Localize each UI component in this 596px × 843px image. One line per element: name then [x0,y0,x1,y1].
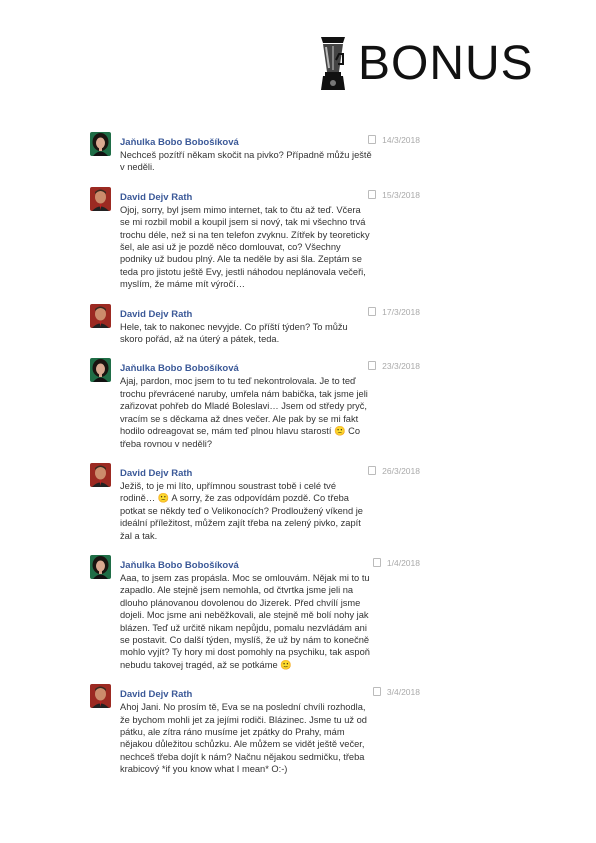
message-text: Hele, tak to nakonec nevyjde. Co příští týden? To můžu skoro pořád, až na úterý a pátek, teda. [120,321,348,345]
message-date: 15/3/2018 [368,187,420,204]
message-date: 3/4/2018 [373,684,420,701]
message-item [90,358,420,449]
message-item [90,132,420,174]
sender-name[interactable]: David Dejv Rath [120,467,193,479]
sender-name[interactable]: David Dejv Rath [120,308,193,320]
calendar-icon [368,361,376,370]
sender-name[interactable]: Jaňulka Bobo Bobošíková [120,137,239,148]
sender-name[interactable]: David Dejv Rath [120,191,193,203]
avatar-male-icon [90,304,111,328]
message-text: Ajaj, pardon, moc jsem to tu teď nekontrolovala. Je to teď trochu převrácené naruby, umřela nám babička, tak jsme jeli zařizovat pohřeb do Mladé Boleslavi… Jsem od středy pryč, vracím se s děckama až dnes večer. Ale pak by se mi fakt hodilo odreagovat se, mám teď plnou hlavu starostí 🙁 Co třeba rovnou v neděli? [120,376,368,449]
calendar-icon [373,558,381,567]
message-thread [90,132,420,789]
brand-header [316,34,534,94]
calendar-icon [368,466,376,475]
sender-name[interactable]: Jaňulka Bobo Bobošíková [120,363,239,375]
message-date: 26/3/2018 [368,463,420,480]
calendar-icon [368,190,376,199]
message-item [90,684,420,775]
blender-icon [316,34,350,94]
message-date: 14/3/2018 [368,132,420,149]
calendar-icon [373,687,381,696]
brand-title: BONUS [358,37,534,90]
message-text: Ahoj Jani. No prosím tě, Eva se na poslední chvíli rozhodla, že bychom mohli jet za jejími rodiči. Blázinec. Jsme tu už od pátku, ale zítra ráno musíme jet zpátky do Prahy, mám nějakou důležitou schůzku. Ale můžem se vidět ještě večer, nechceš třeba dojít k nám? Načnu nějakou sedmičku, třeba krabicový *if you know what I mean* O:-) [120,702,367,775]
message-text: Ježiš, to je mi líto, upřímnou soustrast tobě i celé tvé rodině… 🙁 A sorry, že zas odpovídám pozdě. Co třeba potkat se někdy teď o Velikonocích? Prodloužený víkend je ideální příležitost, můžem zajít třeba na zelený pivko, zapít žal a tak. [120,480,363,541]
sender-name[interactable]: David Dejv Rath [120,689,193,701]
message-item [90,187,420,291]
message-item [90,463,420,542]
message-item [90,304,420,346]
message-date: 1/4/2018 [373,555,420,572]
message-text: Nechceš pozítří někam skočit na pivko? Případně můžu ještě v neděli. [120,150,372,173]
message-date: 23/3/2018 [368,358,420,375]
calendar-icon [368,135,376,144]
message-text: Ojoj, sorry, byl jsem mimo internet, tak to čtu až teď. Včera se mi rozbil mobil a koupil jsem si nový, tak mi všechno trvá trochu déle, než si na ten telefon zvyknu. Zítřek by teoreticky šel, ale asi už je pozdě něco domlouvat, co? Všechny podniky už budou plný. Ale ta neděle by asi šla. Zeptám se teda pro jistotu ještě Evy, jestli náhodou neplánovala večeři, myslím, že máme mít výročí… [120,204,370,290]
message-item [90,555,420,671]
avatar-male-icon [90,684,111,708]
calendar-icon [368,307,376,316]
avatar-male-icon [90,463,111,487]
message-text: Aaa, to jsem zas propásla. Moc se omlouvám. Nějak mi to tu zapadlo. Ale stejně jsem nemohla, od čtvrtka jsme jeli na dlouho plánovanou dovolenou do Jizerek. Před chvílí jsme dojeli. Moc jsme ani neběžkovali, ale stejně mě bolí nohy jak blázen. Teď už určitě nikam nepůjdu, pomalu nezvládám ani se postavit. Co další týden, myslíš, že už by nám to konečně mohlo vyjít? Ty hory mi dost pomohly na psychiku, tak aspoň nebudu takovej tragéd, až se potkáme 🙂 [120,572,370,670]
avatar-female-icon [90,555,111,579]
avatar-female-icon [90,358,111,382]
sender-name[interactable]: Jaňulka Bobo Bobošíková [120,559,239,571]
message-date: 17/3/2018 [368,304,420,321]
avatar-male-icon [90,187,111,211]
avatar-female-icon [90,132,111,156]
